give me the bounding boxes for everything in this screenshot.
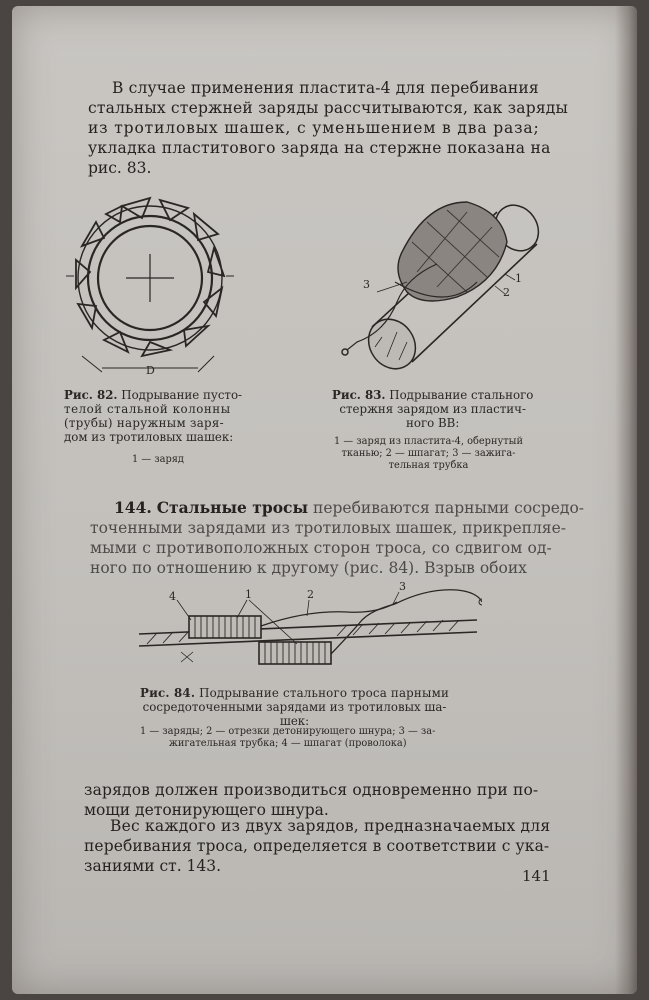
- section-number: 144.: [114, 498, 152, 517]
- paragraph-1-line: укладка пластитового заряда на стержне показана на: [88, 139, 551, 157]
- figure-84-caption-label: Рис. 84.: [140, 686, 196, 700]
- fig84-label-2: 2: [307, 588, 314, 601]
- figure-82-caption-line: дом из тротиловых шашек:: [64, 430, 234, 444]
- figure-84-legend-line: 1 — заряды; 2 — отрезки детонирующего шнура; 3 — за-: [140, 726, 436, 737]
- figure-84-caption-line: Подрывание стального троса парными: [199, 686, 450, 700]
- figure-84-caption: [140, 686, 449, 728]
- section-144-line: ного по отношению к другому (рис. 84). Взрыв обоих: [90, 559, 527, 577]
- fig83-label-1: 1: [515, 272, 522, 285]
- paragraph-2-line: зарядов должен производиться одновременно при по-: [84, 781, 539, 799]
- section-144-line: перебиваются парными сосредо-: [312, 499, 585, 517]
- book-page: [12, 6, 637, 994]
- figure-83-caption: [332, 388, 533, 430]
- figure-83-drawing: [317, 182, 547, 382]
- paragraph-1-line: стальных стержней заряды рассчитываются, как заряды: [88, 99, 569, 117]
- figure-83-caption-line: Подрывание стального: [389, 388, 534, 402]
- figure-82-caption-line: телой стальной колонны: [64, 402, 231, 416]
- figure-82-caption-line: Подрывание пусто-: [121, 388, 243, 402]
- figure-83-legend-line: тканью; 2 — шпагат; 3 — зажига-: [341, 448, 516, 459]
- fig84-label-4: 4: [169, 590, 176, 603]
- section-heading: Стальные тросы: [156, 498, 309, 517]
- figure-82-caption-label: Рис. 82.: [64, 388, 118, 402]
- paragraph-1: [88, 78, 568, 178]
- paragraph-3-line: перебивания троса, определяется в соответствии с ука-: [84, 837, 550, 855]
- figure-84-legend: [140, 726, 435, 750]
- figure-83-legend-line: 1 — заряд из пластита-4, обернутый: [334, 436, 523, 447]
- fig83-label-3: 3: [363, 278, 370, 291]
- figure-83-caption-label: Рис. 83.: [332, 388, 386, 402]
- figure-82-drawing: [62, 196, 242, 381]
- paragraph-3-line: Вес каждого из двух зарядов, предназначаемых для: [110, 817, 551, 835]
- figure-83-caption-line: ного ВВ:: [406, 416, 460, 430]
- fig84-label-3: 3: [399, 580, 406, 593]
- page-number: 141: [522, 867, 551, 885]
- figure-84-caption-line: сосредоточенными зарядами из тротиловых ша-: [142, 700, 447, 714]
- figure-82-legend: 1 — заряд: [132, 454, 184, 465]
- paragraph-1-line: В случае применения пластита-4 для перебивания: [112, 79, 539, 97]
- paragraph-1-line: рис. 83.: [88, 159, 152, 177]
- fig84-label-1: 1: [245, 588, 252, 601]
- figure-83-legend-line: тельная трубка: [388, 460, 469, 471]
- paragraph-3-line: заниями ст. 143.: [84, 857, 222, 875]
- dimension-label: D: [146, 364, 155, 377]
- section-144-line: точенными зарядами из тротиловых шашек, прикрепляе-: [90, 519, 566, 537]
- figure-84-drawing: [137, 580, 482, 680]
- figure-83-legend: [334, 436, 523, 472]
- fig83-label-2: 2: [503, 286, 510, 299]
- section-144: [90, 498, 584, 578]
- paragraph-2: [84, 780, 538, 820]
- paragraph-3: [84, 816, 550, 876]
- figure-84-caption-line: шек:: [279, 714, 310, 728]
- paragraph-1-line: из тротиловых шашек, с уменьшением в два раза;: [88, 119, 540, 137]
- figure-84-legend-line: жигательная трубка; 4 — шпагат (проволока): [168, 738, 407, 749]
- figure-82-caption-line: (трубы) наружным заря-: [64, 416, 224, 430]
- page-spine-shadow: [615, 6, 637, 994]
- section-144-line: мыми с противоположных сторон троса, со сдвигом од-: [90, 539, 552, 557]
- paragraph-2-line: мощи детонирующего шнура.: [84, 801, 329, 819]
- figure-83-caption-line: стержня зарядом из пластич-: [339, 402, 526, 416]
- figure-82-caption: [64, 388, 242, 444]
